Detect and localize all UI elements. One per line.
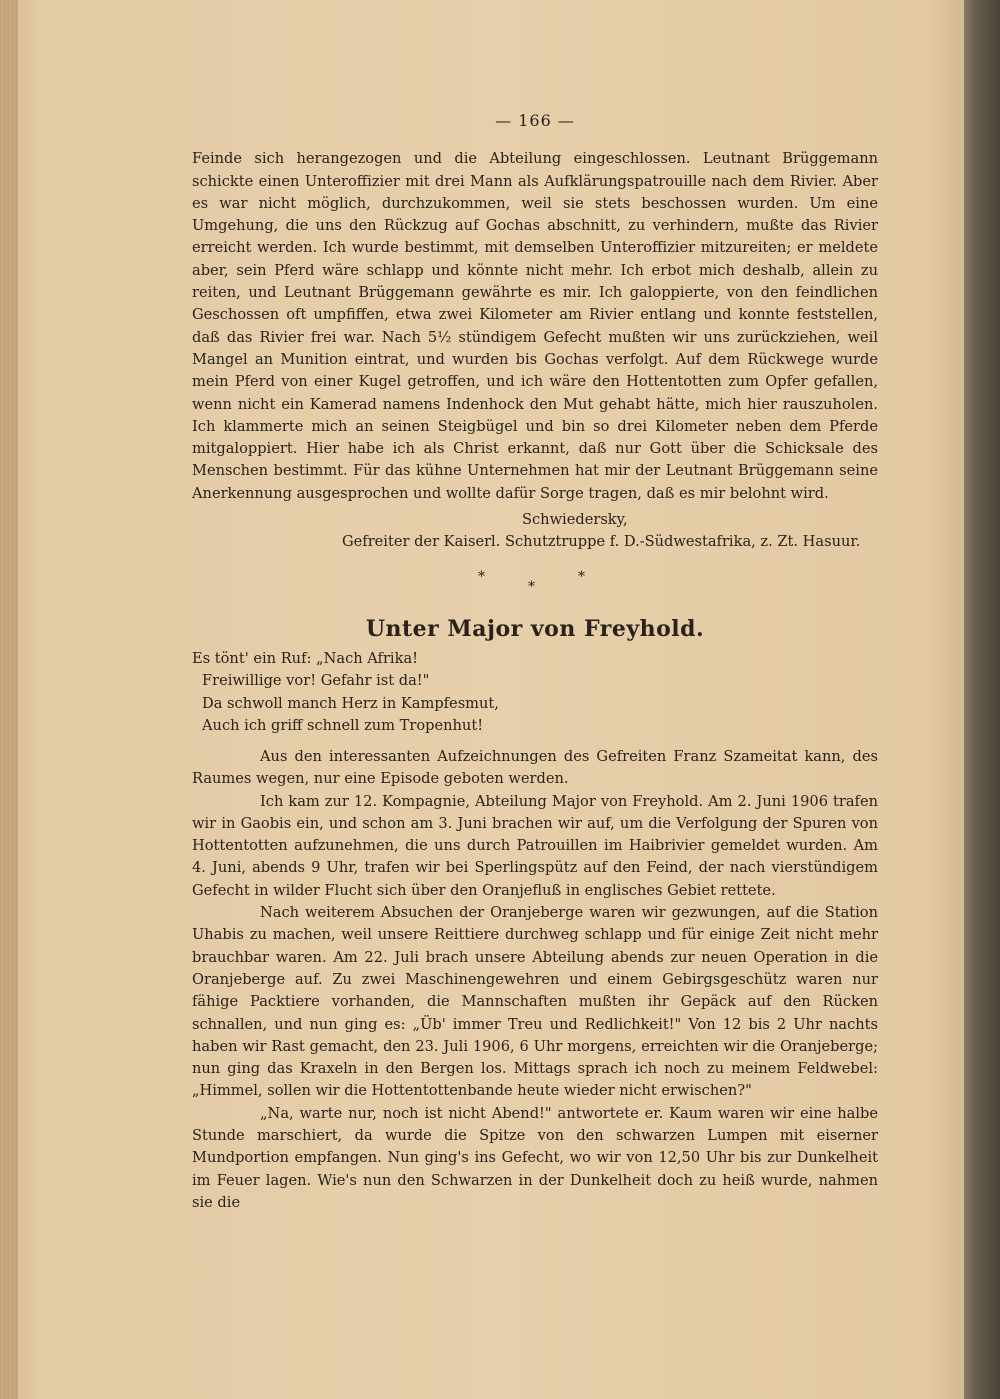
paragraph-3: Ich kam zur 12. Kompagnie, Abteilung Major von Freyhold. Am 2. Juni 1906 trafen wir in Gaobis ein, und schon am 3. Juni brachen wir auf, um die Verfolgung der Spuren von Hottentotten aufzunehmen, die uns durch Patrouillen im Haibrivier gemeldet wurden. Am 4. Juni, abends 9 Uhr, trafen wir bei Sperlingspütz auf den Feind, der nach vierstündigem Gefecht in wilder Flucht sich über den Oranjefluß in englisches Gebiet rettete.	[192, 792, 878, 899]
signature-title: Gefreiter der Kaiserl. Schutztruppe f. D.-Südwestafrika, z. Zt. Hasuur.	[342, 533, 861, 551]
page-content	[192, 110, 878, 1214]
paragraph-1: Feinde sich herangezogen und die Abteilung eingeschlossen. Leutnant Brüggemann schickte einen Unteroffizier mit drei Mann als Aufklärungspatrouille nach dem Rivier. Aber es war nicht möglich, durchzukommen, weil sie stets beschossen wurden. Um eine Umgehung, die uns den Rückzug auf Gochas abschnitt, zu verhindern, mußte das Rivier erreicht werden. Ich wurde bestimmt, mit demselben Unteroffizier mitzureiten; er meldete aber, sein Pferd wäre schlapp und könnte nicht mehr. Ich erbot mich deshalb, allein zu reiten, und Leutnant Brüggemann gewährte es mir. Ich galoppierte, von den feindlichen Geschossen oft umpfiffen, etwa zwei Kilometer am Rivier entlang und konnte feststellen, daß das Rivier frei war. Nach 5½ stündigem Gefecht mußten wir uns zurückziehen, weil Mangel an Munition eintrat, und wurden bis Gochas verfolgt. Auf dem Rückwege wurde mein Pferd von einer Kugel getroffen, und ich wäre den Hottentotten zum Opfer gefallen, wenn nicht ein Kamerad namens Indenhock den Mut gehabt hätte, mich hier rauszuholen. Ich klammerte mich an seinen Steigbügel und bin so drei Kilometer neben dem Pferde mitgaloppiert. Hier habe ich als Christ erkannt, daß nur Gott über die Schicksale des Menschen bestimmt. Für das kühne Unternehmen hat mir der Leutnant Brüggemann seine Anerkennung ausgesprochen und wollte dafür Sorge tragen, daß es mir belohnt wird.	[192, 150, 878, 502]
separator-star-center: *	[528, 578, 535, 595]
paragraph-4: Nach weiterem Absuchen der Oranjeberge waren wir gezwungen, auf die Station Uhabis zu machen, weil unsere Reittiere durchweg schlapp und für einige Zeit nicht mehr brauchbar waren. Am 22. Juli brach unsere Abteilung abends zur neuen Operation in die Oranjeberge auf. Zu zwei Maschinengewehren und einem Gebirgsgeschütz waren nur fähige Packtiere vorhanden, die Mannschaften mußten ihr Gepäck auf den Rücken schnallen, und nun ging es: „Üb' immer Treu und Redlichkeit!" Von 12 bis 2 Uhr nachts haben wir Rast gemacht, den 23. Juli 1906, 6 Uhr morgens, erreichten wir die Oranjeberge; nun ging das Kraxeln in den Bergen los. Mittags sprach ich noch zu meinem Feldwebel: „Himmel, sollen wir die Hottentottenbande heute wieder nicht erwischen?"	[192, 904, 878, 1100]
poem-line-4: Auch ich griff schnell zum Tropenhut!	[202, 717, 484, 735]
book-binding-edge	[964, 0, 1000, 1399]
separator-star-left: *	[478, 568, 485, 585]
poem	[192, 648, 878, 738]
poem-line-1: Es tönt' ein Ruf: „Nach Afrika!	[192, 649, 419, 667]
section-heading: Unter Major von Freyhold.	[365, 615, 705, 642]
section-separator	[192, 564, 878, 608]
paragraph-5: „Na, warte nur, noch ist nicht Abend!" antwortete er. Kaum waren wir eine halbe Stunde marschiert, da wurde die Spitze von den schwarzen Lumpen mit eiserner Mundportion empfangen. Nun ging's ins Gefecht, wo wir von 12,50 Uhr bis zur Dunkelheit im Feuer lagen. Wie's nun den Schwarzen in der Dunkelheit doch zu heiß wurde, nahmen sie die	[192, 1104, 878, 1211]
page-edge-left	[0, 0, 18, 1399]
poem-line-3: Da schwoll manch Herz in Kampfesmut,	[202, 694, 499, 712]
poem-line-2: Freiwillige vor! Gefahr ist da!"	[202, 672, 430, 690]
page-number: — 166 —	[495, 111, 575, 130]
separator-star-right: *	[578, 568, 585, 585]
signature-name: Schwiedersky,	[522, 511, 628, 529]
paragraph-2: Aus den interessanten Aufzeichnungen des Gefreiten Franz Szameitat kann, des Raumes wegen, nur eine Episode geboten werden.	[192, 747, 878, 788]
